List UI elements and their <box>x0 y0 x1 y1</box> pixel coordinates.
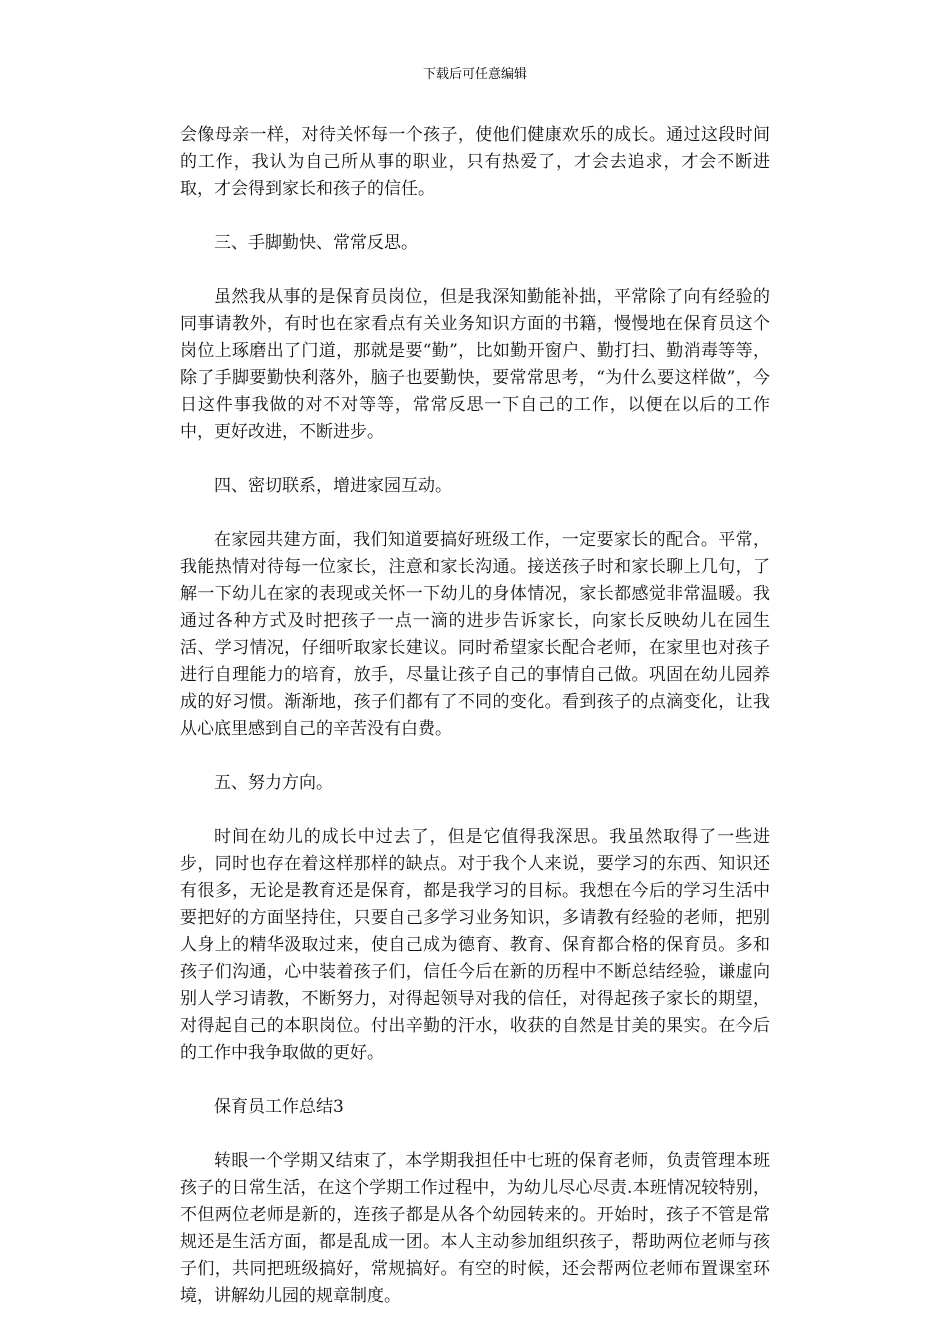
section-heading-5: 五、努力方向。 <box>214 773 333 793</box>
paragraph-gap <box>180 743 770 770</box>
paragraph-gap <box>180 797 770 824</box>
page-header: 下载后可任意编辑 <box>422 67 527 82</box>
section-heading-3: 三、手脚勤快、常常反思。 <box>214 233 418 253</box>
paragraph-gap <box>180 257 770 284</box>
section-heading-4: 四、密切联系，增进家园互动。 <box>214 476 452 496</box>
paragraph-intro: 会像母亲一样，对待关怀每一个孩子，使他们健康欢乐的成长。通过这段时间的工作，我认为自己所从事的职业，只有热爱了，才会去追求，才会不断进取，才会得到家长和孩子的信任。 <box>180 125 770 199</box>
paragraph-gap <box>180 203 770 230</box>
article-title-3: 保育员工作总结3 <box>214 1097 344 1117</box>
paragraph-gap <box>180 1121 770 1148</box>
paragraph-section-5: 时间在幼儿的成长中过去了，但是它值得我深思。我虽然取得了一些进步，同时也存在着这样那样的缺点。对于我个人来说，要学习的东西、知识还有很多，无论是教育还是保育，都是我学习的目标。我想在今后的学习生活中要把好的方面坚持住，只要自己多学习业务知识，多请教有经验的老师，把别人身上的精华汲取过来，使自己成为德育、教育、保育都合格的保育员。多和孩子们沟通，心中装着孩子们，信任今后在新的历程中不断总结经验，谦虚向别人学习请教，不断努力，对得起领导对我的信任，对得起孩子家长的期望，对得起自己的本职岗位。付出辛勤的汗水，收获的自然是甘美的果实。在今后的工作中我争取做的更好。 <box>180 827 770 1063</box>
paragraph-gap <box>180 446 770 473</box>
paragraph-gap <box>180 1067 770 1094</box>
paragraph-gap <box>180 500 770 527</box>
paragraph-section-4: 在家园共建方面，我们知道要搞好班级工作，一定要家长的配合。平常，我能热情对待每一位家长，注意和家长沟通。接送孩子时和家长聊上几句，了解一下幼儿在家的表现或关怀一下幼儿的身体情况，家长都感觉非常温暖。我通过各种方式及时把孩子一点一滴的进步告诉家长，向家长反映幼儿在园生活、学习情况，仔细听取家长建议。同时希望家长配合老师，在家里也对孩子进行自理能力的培育，放手，尽量让孩子自己的事情自己做。巩固在幼儿园养成的好习惯。渐渐地，孩子们都有了不同的变化。看到孩子的点滴变化，让我从心底里感到自己的辛苦没有白费。 <box>180 530 770 739</box>
paragraph-article-3: 转眼一个学期又结束了，本学期我担任中七班的保育老师，负责管理本班孩子的日常生活，在这个学期工作过程中，为幼儿尽心尽责.本班情况较特别，不但两位老师是新的，连孩子都是从各个幼园转来的。开始时，孩子不管是常规还是生活方面，都是乱成一团。本人主动参加组织孩子，帮助两位老师与孩子们，共同把班级搞好，常规搞好。有空的时候，还会帮两位老师布置课室环境，讲解幼儿园的规章制度。 <box>180 1151 770 1306</box>
paragraph-section-3: 虽然我从事的是保育员岗位，但是我深知勤能补拙，平常除了向有经验的同事请教外，有时也在家看点有关业务知识方面的书籍，慢慢地在保育员这个岗位上琢磨出了门道，那就是要“勤”，比如勤开窗户、勤打扫、勤消毒等等，除了手脚要勤快利落外，脑子也要勤快，要常常思考，“为什么要这样做”，今日这件事我做的对不对等等，常常反思一下自己的工作，以便在以后的工作中，更好改进，不断进步。 <box>180 287 770 442</box>
document-body <box>180 122 770 1310</box>
